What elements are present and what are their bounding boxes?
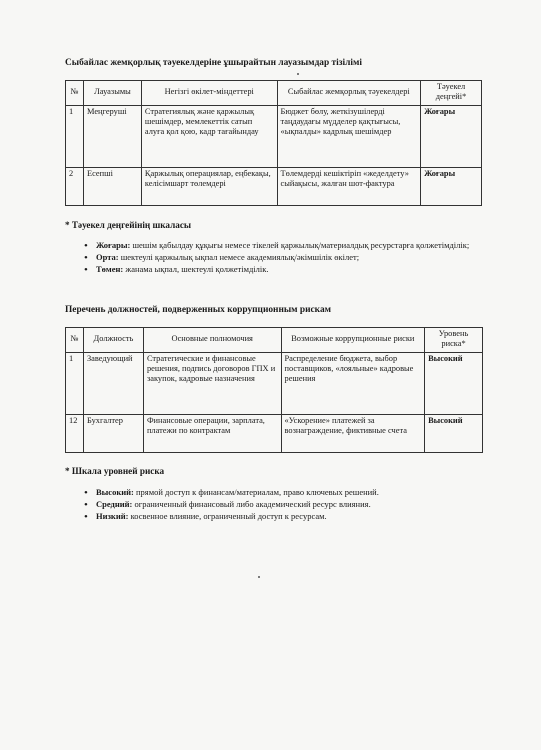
kz-risk-table xyxy=(65,80,482,206)
kz-header-position: Лауазымы xyxy=(83,81,141,106)
table-row xyxy=(66,414,483,452)
cell-number: 1 xyxy=(66,352,84,414)
table-row xyxy=(66,105,482,167)
cell-number: 12 xyxy=(66,414,84,452)
ru-header-level: Уровень риска* xyxy=(425,328,483,353)
cell-number: 2 xyxy=(66,167,84,205)
ru-risk-table xyxy=(65,327,483,453)
cell-position: Меңгеруші xyxy=(83,105,141,167)
cell-level: Жоғары xyxy=(421,105,482,167)
scan-speck xyxy=(258,576,260,578)
cell-risks: «Ускорение» платежей за вознаграждение, фиктивные счета xyxy=(281,414,425,452)
cell-risks: Распределение бюджета, выбор поставщиков, «лояльные» кадровые решения xyxy=(281,352,425,414)
cell-level: Жоғары xyxy=(421,167,482,205)
list-item xyxy=(96,511,496,522)
kz-scale-title: * Тәуекел деңгейінің шкаласы xyxy=(65,220,192,230)
scan-speck xyxy=(297,73,299,75)
ru-header-number: № xyxy=(66,328,84,353)
scale-text: шешім қабылдау құқығы немесе тікелей қаржылық/материалдық ресурстарға қолжетімділік; xyxy=(130,240,470,250)
cell-position: Есепші xyxy=(83,167,141,205)
kz-header-number: № xyxy=(66,81,84,106)
ru-header-risks: Возможные коррупционные риски xyxy=(281,328,425,353)
kz-scale-list xyxy=(82,240,496,276)
list-item xyxy=(96,499,496,510)
ru-scale-list xyxy=(82,487,496,523)
cell-position: Заведующий xyxy=(83,352,143,414)
cell-duties: Стратегиялық және қаржылық шешімдер, мемлекеттік сатып алуға қол қою, кадр тағайындау xyxy=(141,105,277,167)
kz-table-header-row xyxy=(66,81,482,106)
scale-text: косвенное влияние, ограниченный доступ к ресурсам. xyxy=(128,511,327,522)
cell-duties: Финансовые операции, зарплата, платежи по контрактам xyxy=(143,414,281,452)
cell-duties: Стратегические и финансовые решения, подпись договоров ГПХ и закупок, кадровые назначения xyxy=(143,352,281,414)
scale-text: шектеулі қаржылық ықпал немесе академиялық/әкімшілік өкілет; xyxy=(118,252,360,263)
table-row xyxy=(66,352,483,414)
list-item xyxy=(96,252,496,263)
table-row xyxy=(66,167,482,205)
cell-risks: Бюджет бөлу, жеткізушілерді таңдаудағы мүдделер қақтығысы, «ықпалды» кадрлық шешімдер xyxy=(277,105,421,167)
scale-term: Низкий: xyxy=(96,511,129,522)
cell-position: Бухгалтер xyxy=(83,414,143,452)
scale-term: Высокий: xyxy=(96,487,134,497)
scale-text: прямой доступ к финансам/материалам, право ключевых решений. xyxy=(133,487,379,497)
cell-level: Высокий xyxy=(425,414,483,452)
kz-table-title: Сыбайлас жемқорлық тәуекелдеріне ұшырайтын лауазымдар тізілімі xyxy=(65,58,362,68)
cell-duties: Қаржылық операциялар, еңбекақы, келісімшарт төлемдері xyxy=(141,167,277,205)
scale-text: ограниченный финансовый либо академический ресурс влияния. xyxy=(132,499,371,510)
kz-header-duties: Негізгі өкілет-міндеттері xyxy=(141,81,277,106)
ru-table-header-row xyxy=(66,328,483,353)
list-item xyxy=(96,264,496,275)
kz-header-risks: Сыбайлас жемқорлық тәуекелдері xyxy=(277,81,421,106)
ru-table-title: Перечень должностей, подверженных коррупционным рискам xyxy=(65,305,332,315)
kz-header-level: Тәуекел деңгейі* xyxy=(421,81,482,106)
scale-term: Средний: xyxy=(96,499,133,510)
ru-scale-title: * Шкала уровней риска xyxy=(65,466,165,476)
ru-header-duties: Основные полномочия xyxy=(143,328,281,353)
list-item xyxy=(96,240,496,251)
cell-number: 1 xyxy=(66,105,84,167)
ru-header-position: Должность xyxy=(83,328,143,353)
cell-risks: Төлемдерді кешіктіріп «жеделдету» сыйақысы, жалған шот-фактура xyxy=(277,167,421,205)
scale-term: Орта: xyxy=(96,252,119,263)
cell-level: Высокий xyxy=(425,352,483,414)
scale-term: Төмен: xyxy=(96,264,124,275)
list-item xyxy=(96,487,496,498)
scale-term: Жоғары: xyxy=(96,240,131,250)
scale-text: жанама ықпал, шектеулі қолжетімділік. xyxy=(123,264,269,275)
